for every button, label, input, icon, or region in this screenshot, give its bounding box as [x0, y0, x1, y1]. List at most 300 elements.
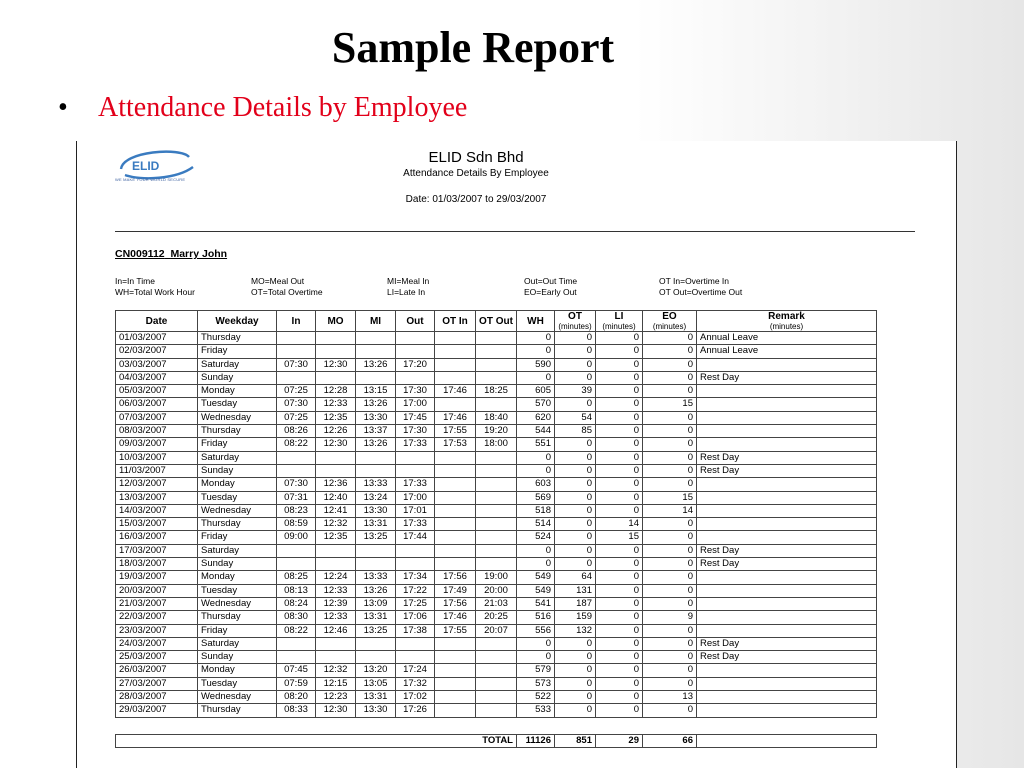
table-cell [435, 464, 476, 477]
table-cell: 14 [643, 504, 697, 517]
table-row [116, 531, 877, 544]
table-cell: 0 [517, 371, 555, 384]
legend-item: MI=Meal In [387, 276, 430, 286]
table-cell: 0 [596, 345, 643, 358]
table-cell: 131 [555, 584, 596, 597]
table-cell: Saturday [198, 637, 277, 650]
table-cell [476, 398, 517, 411]
table-cell: 0 [555, 478, 596, 491]
table-cell [476, 345, 517, 358]
legend-col-1 [115, 276, 195, 298]
table-cell [316, 464, 356, 477]
table-cell: 03/03/2007 [116, 358, 198, 371]
table-cell: Thursday [198, 425, 277, 438]
table-row [116, 371, 877, 384]
table-cell: 13:20 [356, 664, 396, 677]
table-cell: 13:33 [356, 478, 396, 491]
column-header-label: Out [406, 315, 424, 327]
total-row [116, 735, 877, 748]
table-cell: 08:22 [277, 624, 316, 637]
table-cell: 0 [517, 651, 555, 664]
table-cell: 07:45 [277, 664, 316, 677]
table-cell [435, 558, 476, 571]
table-cell: Saturday [198, 451, 277, 464]
table-cell: 0 [555, 358, 596, 371]
table-cell: 556 [517, 624, 555, 637]
table-body [116, 332, 877, 718]
table-cell: 0 [643, 345, 697, 358]
table-cell: 0 [555, 398, 596, 411]
table-row [116, 571, 877, 584]
table-cell [277, 651, 316, 664]
table-cell: Sunday [198, 558, 277, 571]
table-cell [435, 371, 476, 384]
table-cell: 544 [517, 425, 555, 438]
table-cell: 12:33 [316, 611, 356, 624]
column-header [198, 311, 277, 332]
table-cell: 0 [517, 558, 555, 571]
table-cell: 08:59 [277, 518, 316, 531]
table-cell [356, 464, 396, 477]
table-cell: 516 [517, 611, 555, 624]
table-cell [476, 464, 517, 477]
table-cell: 0 [555, 664, 596, 677]
table-cell: 27/03/2007 [116, 677, 198, 690]
table-cell: 15 [596, 531, 643, 544]
table-cell [476, 518, 517, 531]
table-cell: Tuesday [198, 398, 277, 411]
table-cell [697, 571, 877, 584]
table-cell: 18:00 [476, 438, 517, 451]
table-cell: Rest Day [697, 637, 877, 650]
table-cell [476, 651, 517, 664]
table-row [116, 597, 877, 610]
table-cell: 13 [643, 691, 697, 704]
table-cell [435, 651, 476, 664]
table-cell [316, 371, 356, 384]
table-cell [277, 544, 316, 557]
table-cell: 570 [517, 398, 555, 411]
table-cell: 0 [555, 345, 596, 358]
table-cell: Friday [198, 438, 277, 451]
legend-col-5 [659, 276, 742, 298]
table-cell: 0 [643, 544, 697, 557]
table-cell: 07:30 [277, 478, 316, 491]
table-cell: 85 [555, 425, 596, 438]
table-cell: 28/03/2007 [116, 691, 198, 704]
table-cell: 0 [596, 691, 643, 704]
column-header [356, 311, 396, 332]
column-header [476, 311, 517, 332]
table-cell: 13:30 [356, 504, 396, 517]
table-cell [697, 677, 877, 690]
table-cell: 0 [555, 464, 596, 477]
table-cell: 08/03/2007 [116, 425, 198, 438]
table-cell: 0 [643, 518, 697, 531]
table-cell: Tuesday [198, 491, 277, 504]
table-cell: 06/03/2007 [116, 398, 198, 411]
table-cell: 17:02 [396, 691, 435, 704]
bullet-text: Attendance Details by Employee [98, 92, 468, 123]
table-cell [476, 332, 517, 345]
table-cell: Monday [198, 664, 277, 677]
table-cell: 14 [596, 518, 643, 531]
table-cell: 0 [643, 664, 697, 677]
table-cell: 0 [555, 332, 596, 345]
table-cell [435, 544, 476, 557]
table-cell: 21/03/2007 [116, 597, 198, 610]
table-cell: 0 [643, 451, 697, 464]
table-cell: 08:23 [277, 504, 316, 517]
total-label: TOTAL [116, 735, 517, 748]
table-cell [396, 464, 435, 477]
table-cell: 603 [517, 478, 555, 491]
table-cell: 13:31 [356, 691, 396, 704]
table-row [116, 504, 877, 517]
column-header [116, 311, 198, 332]
table-cell [435, 637, 476, 650]
table-row [116, 677, 877, 690]
table-row [116, 624, 877, 637]
table-cell [435, 478, 476, 491]
total-ot: 851 [555, 735, 596, 748]
table-cell: 13:31 [356, 611, 396, 624]
table-cell [476, 371, 517, 384]
table-cell [316, 451, 356, 464]
table-cell: 0 [517, 637, 555, 650]
table-cell [697, 358, 877, 371]
table-cell: 0 [643, 677, 697, 690]
table-cell [697, 438, 877, 451]
table-cell [316, 637, 356, 650]
table-cell [356, 345, 396, 358]
table-cell: 17:00 [396, 398, 435, 411]
table-cell: 0 [596, 558, 643, 571]
table-cell: 20:00 [476, 584, 517, 597]
table-cell: 0 [643, 464, 697, 477]
table-cell: 17:38 [396, 624, 435, 637]
table-cell [697, 518, 877, 531]
table-cell: 15 [643, 398, 697, 411]
legend-item: EO=Early Out [524, 287, 577, 297]
table-cell: 29/03/2007 [116, 704, 198, 717]
table-cell [277, 332, 316, 345]
table-cell: 551 [517, 438, 555, 451]
table-cell: Rest Day [697, 451, 877, 464]
table-cell: 13:33 [356, 571, 396, 584]
table-row [116, 398, 877, 411]
table-cell [435, 531, 476, 544]
table-cell: 0 [596, 385, 643, 398]
table-cell: Thursday [198, 518, 277, 531]
table-cell: 18/03/2007 [116, 558, 198, 571]
table-cell: 08:24 [277, 597, 316, 610]
table-cell: 12:46 [316, 624, 356, 637]
table-cell [435, 504, 476, 517]
table-cell [697, 531, 877, 544]
table-cell: Rest Day [697, 544, 877, 557]
table-cell [435, 358, 476, 371]
table-cell: 17:25 [396, 597, 435, 610]
table-cell: Sunday [198, 651, 277, 664]
table-cell: 0 [596, 704, 643, 717]
table-cell: 25/03/2007 [116, 651, 198, 664]
table-cell: 08:13 [277, 584, 316, 597]
table-cell [476, 504, 517, 517]
table-cell: 0 [643, 425, 697, 438]
report-subtitle: Attendance Details By Employee [403, 168, 549, 179]
table-cell: 17:26 [396, 704, 435, 717]
table-cell: 620 [517, 411, 555, 424]
column-header-unit: (minutes) [652, 322, 687, 331]
table-cell [435, 518, 476, 531]
table-cell [697, 491, 877, 504]
table-cell: 590 [517, 358, 555, 371]
table-cell [316, 345, 356, 358]
table-cell: 0 [555, 544, 596, 557]
table-cell: 12:30 [316, 438, 356, 451]
table-cell [277, 464, 316, 477]
table-cell: 0 [517, 464, 555, 477]
column-header [517, 311, 555, 332]
table-cell: 04/03/2007 [116, 371, 198, 384]
column-header-label: Date [145, 315, 168, 327]
table-cell: 0 [643, 411, 697, 424]
table-cell: 0 [517, 451, 555, 464]
table-cell: 0 [555, 491, 596, 504]
table-cell: 0 [596, 584, 643, 597]
legend-item: OT=Total Overtime [251, 287, 323, 297]
table-cell [476, 358, 517, 371]
table-cell: 0 [643, 385, 697, 398]
table-cell [396, 544, 435, 557]
table-cell: 17:46 [435, 611, 476, 624]
table-cell: Tuesday [198, 584, 277, 597]
table-cell: 573 [517, 677, 555, 690]
table-cell: Friday [198, 531, 277, 544]
table-cell: Wednesday [198, 597, 277, 610]
table-cell: Rest Day [697, 558, 877, 571]
table-cell: Thursday [198, 611, 277, 624]
table-cell: 12:23 [316, 691, 356, 704]
table-cell: Annual Leave [697, 345, 877, 358]
table-cell: 541 [517, 597, 555, 610]
table-cell: 20:07 [476, 624, 517, 637]
table-cell: 13:26 [356, 358, 396, 371]
table-cell: 08:30 [277, 611, 316, 624]
table-cell: 13:37 [356, 425, 396, 438]
table-cell [356, 637, 396, 650]
table-cell: 0 [596, 332, 643, 345]
table-cell: 522 [517, 691, 555, 704]
table-cell: 0 [596, 611, 643, 624]
table-row [116, 637, 877, 650]
table-cell: 0 [555, 677, 596, 690]
table-cell: 13:26 [356, 398, 396, 411]
table-cell: Rest Day [697, 371, 877, 384]
column-header-label: MI [369, 315, 382, 327]
table-cell [396, 332, 435, 345]
table-cell: 0 [596, 425, 643, 438]
legend-item: OT Out=Overtime Out [659, 287, 743, 297]
table-cell: 17:56 [435, 597, 476, 610]
table-cell: 16/03/2007 [116, 531, 198, 544]
table-cell [476, 664, 517, 677]
table-cell: 18:40 [476, 411, 517, 424]
table-row [116, 345, 877, 358]
table-cell: 0 [643, 371, 697, 384]
table-cell: 569 [517, 491, 555, 504]
table-cell: 0 [643, 571, 697, 584]
table-row [116, 491, 877, 504]
table-cell [277, 345, 316, 358]
column-header-label: LI [614, 311, 624, 322]
table-cell [396, 451, 435, 464]
table-cell: Sunday [198, 464, 277, 477]
table-cell [356, 544, 396, 557]
table-cell: 02/03/2007 [116, 345, 198, 358]
table-cell [697, 504, 877, 517]
table-cell: 17:55 [435, 425, 476, 438]
legend-col-2 [251, 276, 323, 298]
employee-name: Marry John [170, 248, 228, 260]
table-cell: 10/03/2007 [116, 451, 198, 464]
table-cell: 0 [596, 664, 643, 677]
column-header-label: OT In [442, 315, 468, 327]
table-cell: 132 [555, 624, 596, 637]
table-cell [356, 651, 396, 664]
table-cell: 12:39 [316, 597, 356, 610]
table-row [116, 464, 877, 477]
table-cell: 07:25 [277, 411, 316, 424]
table-cell: 12:26 [316, 425, 356, 438]
table-cell: 17:33 [396, 518, 435, 531]
table-cell: 17:33 [396, 478, 435, 491]
column-header-label: In [291, 315, 301, 327]
table-cell [435, 398, 476, 411]
table-row [116, 558, 877, 571]
table-cell: Monday [198, 571, 277, 584]
table-cell [435, 345, 476, 358]
table-cell: 12:30 [316, 704, 356, 717]
table-cell [697, 398, 877, 411]
table-cell: 07:30 [277, 358, 316, 371]
table-cell [697, 611, 877, 624]
table-cell [435, 664, 476, 677]
divider [115, 231, 915, 232]
table-row [116, 425, 877, 438]
table-row [116, 385, 877, 398]
table-cell: 05/03/2007 [116, 385, 198, 398]
table-row [116, 691, 877, 704]
table-cell [435, 491, 476, 504]
table-cell: 0 [517, 332, 555, 345]
table-cell: 17:45 [396, 411, 435, 424]
table-cell [697, 425, 877, 438]
table-cell: 17:33 [396, 438, 435, 451]
column-header [277, 311, 316, 332]
table-cell: 13:25 [356, 624, 396, 637]
table-cell [356, 332, 396, 345]
table-cell [476, 451, 517, 464]
table-cell: 0 [596, 491, 643, 504]
company-name: ELID Sdn Bhd [428, 149, 524, 166]
table-cell: 0 [596, 451, 643, 464]
logo-tagline: WE MAKE YOUR WORLD SECURE [115, 177, 186, 182]
table-cell: 13:30 [356, 704, 396, 717]
legend-col-4 [524, 276, 577, 298]
table-cell: 17:32 [396, 677, 435, 690]
table-cell: 19/03/2007 [116, 571, 198, 584]
table-cell [476, 637, 517, 650]
table-cell [316, 558, 356, 571]
table-cell: 0 [517, 544, 555, 557]
table-cell [396, 345, 435, 358]
table-row [116, 651, 877, 664]
table-cell: 0 [555, 691, 596, 704]
table-cell [396, 371, 435, 384]
table-cell: 0 [596, 504, 643, 517]
table-cell: 23/03/2007 [116, 624, 198, 637]
table-row [116, 518, 877, 531]
table-cell [697, 478, 877, 491]
table-cell: 09:00 [277, 531, 316, 544]
table-cell: 39 [555, 385, 596, 398]
column-header-unit: (minutes) [558, 322, 592, 331]
total-li: 29 [596, 735, 643, 748]
table-cell: 0 [643, 332, 697, 345]
table-cell: 17:53 [435, 438, 476, 451]
table-cell [697, 664, 877, 677]
table-cell: 0 [596, 651, 643, 664]
table-cell: 0 [643, 358, 697, 371]
table-cell: 549 [517, 584, 555, 597]
table-cell: 07/03/2007 [116, 411, 198, 424]
table-cell: Saturday [198, 544, 277, 557]
table-cell: Monday [198, 478, 277, 491]
table-cell: 12:41 [316, 504, 356, 517]
column-header-label: Remark [768, 311, 805, 322]
table-cell [356, 371, 396, 384]
legend-item: WH=Total Work Hour [115, 287, 195, 297]
legend-item: In=In Time [115, 276, 155, 286]
table-cell: 524 [517, 531, 555, 544]
table-cell: Friday [198, 345, 277, 358]
table-cell: 64 [555, 571, 596, 584]
table-cell: 9 [643, 611, 697, 624]
table-cell: 13:26 [356, 438, 396, 451]
table-cell: 17:20 [396, 358, 435, 371]
table-row [116, 438, 877, 451]
table-cell: 0 [555, 651, 596, 664]
table-cell [396, 651, 435, 664]
table-cell [697, 597, 877, 610]
column-header [697, 311, 877, 332]
table-cell [697, 584, 877, 597]
table-cell: 17:55 [435, 624, 476, 637]
table-cell: 0 [596, 597, 643, 610]
total-table [115, 734, 877, 748]
table-cell [476, 677, 517, 690]
table-cell: 21:03 [476, 597, 517, 610]
table-row [116, 664, 877, 677]
total-eo: 66 [643, 735, 697, 748]
legend-item: MO=Meal Out [251, 276, 305, 286]
table-cell: 0 [555, 451, 596, 464]
table-cell: 17:06 [396, 611, 435, 624]
table-cell: 13/03/2007 [116, 491, 198, 504]
column-header-label: OT [568, 311, 582, 322]
